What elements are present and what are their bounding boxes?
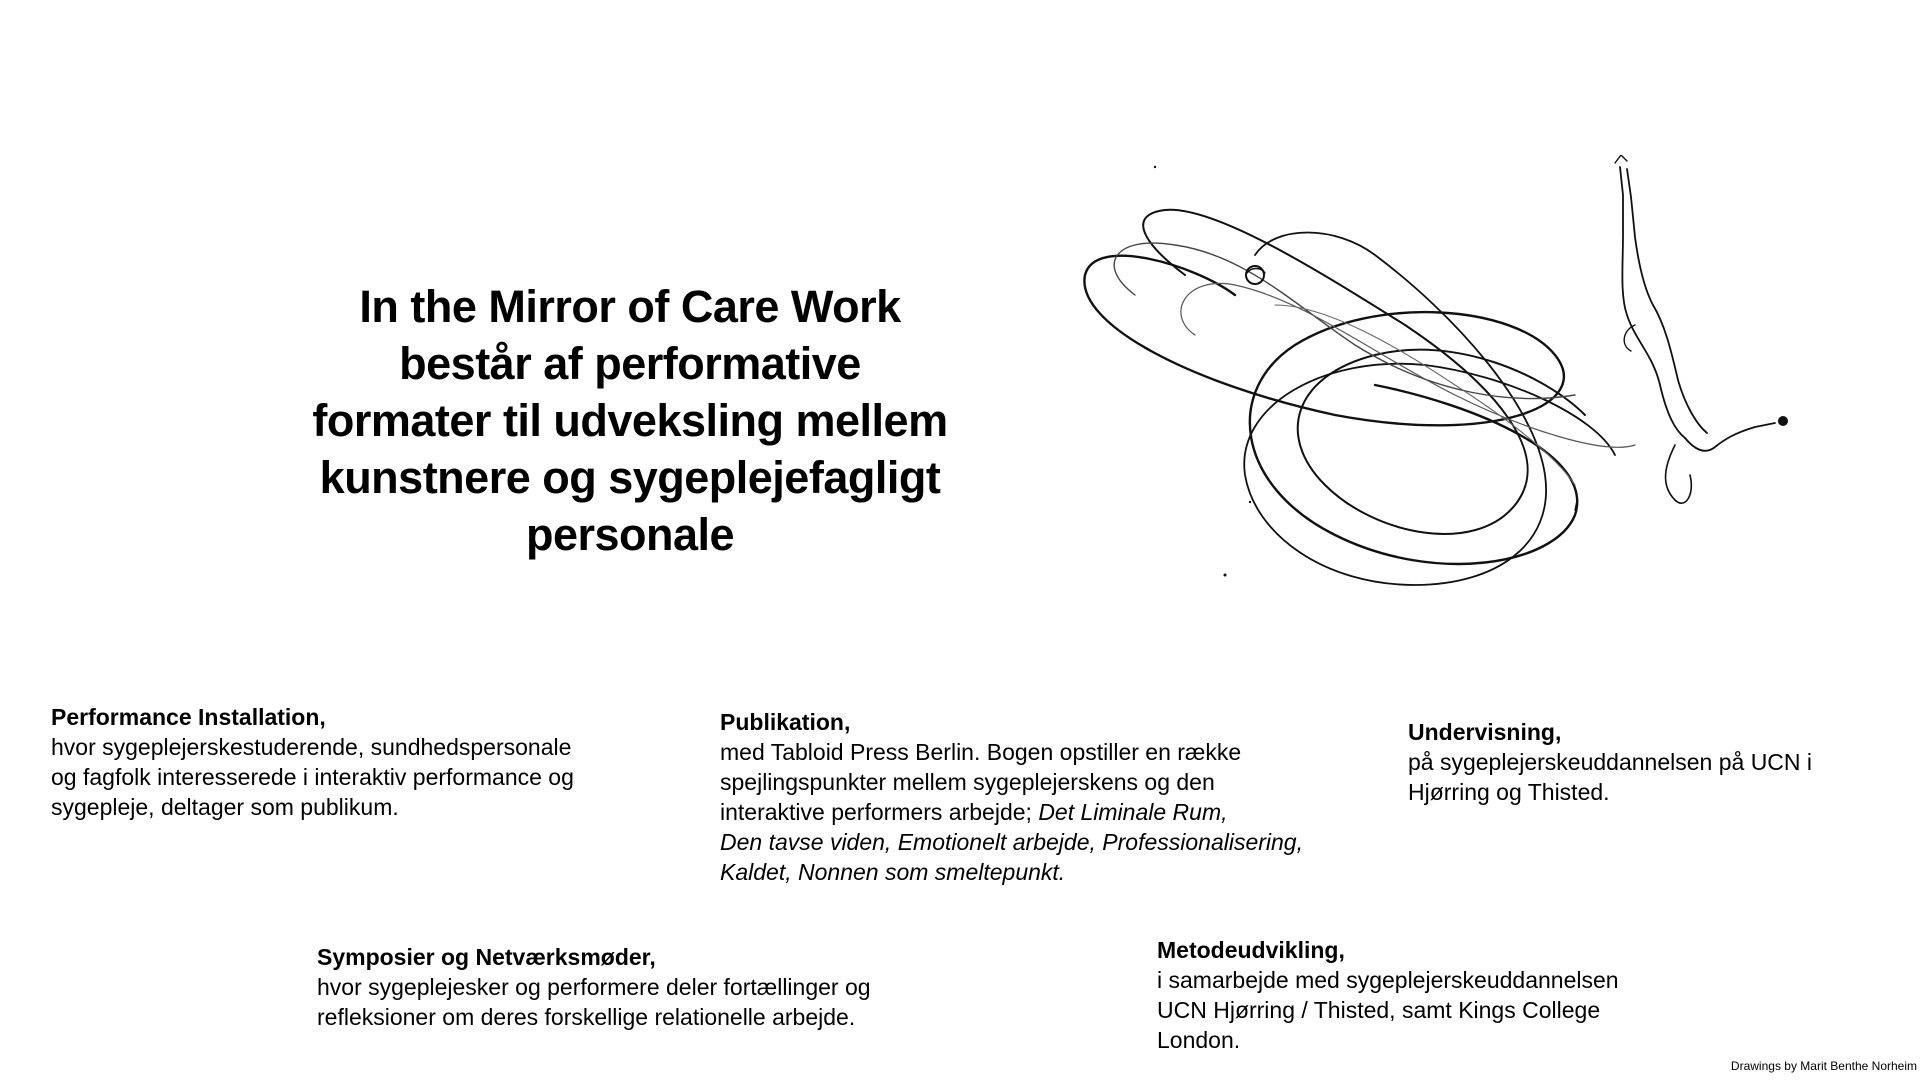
title-line: personale [525,509,735,560]
section-text: med Tabloid Press Berlin. Bogen opstiller en række [720,739,1242,765]
section-heading: Metodeudvikling, [1157,937,1345,963]
section-text-mixed [720,797,1303,827]
section-text: hvor sygeplejerskestuderende, sundhedspersonale [51,734,572,760]
section-text: og fagfolk interesserede i interaktiv performance og [51,764,574,790]
section-text: i samarbejde med sygeplejerskeuddannelsen [1157,967,1619,993]
section-heading: Symposier og Netværksmøder, [317,944,656,970]
section-text: Hjørring og Thisted. [1408,779,1610,805]
section-text-italic: Den tavse viden, Emotionelt arbejde, Professionalisering, [720,829,1303,855]
title-line: består af performative [399,338,861,389]
section-text: sygepleje, deltager som publikum. [51,794,399,820]
page-title [260,278,1000,563]
title-line: In the Mirror of Care Work [359,281,901,332]
section-text: hvor sygeplejesker og performere deler fortællinger og [317,974,871,1000]
title-line: formater til udveksling mellem [312,395,948,446]
title-line: kunstnere og sygeplejefagligt [319,452,941,503]
section-text: London. [1157,1027,1241,1053]
section-undervisning [1408,717,1812,807]
section-performance [51,702,574,822]
section-text: spejlingspunkter mellem sygeplejerskens og den [720,769,1215,795]
section-heading: Performance Installation, [51,704,326,730]
line-drawing-spiral-figure-icon [1075,155,1795,605]
section-heading: Publikation, [720,709,851,735]
drawing-credit: Drawings by Marit Benthe Norheim [1730,1059,1917,1073]
section-text: UCN Hjørring / Thisted, samt Kings College [1157,997,1601,1023]
section-symposier [317,942,871,1032]
section-text: på sygeplejerskeuddannelsen på UCN i [1408,749,1813,775]
section-text-italic: Det Liminale Rum, [1038,799,1228,825]
section-text: refleksioner om deres forskellige relationelle arbejde. [317,1004,856,1030]
section-heading: Undervisning, [1408,719,1562,745]
section-text-italic: Kaldet, Nonnen som smeltepunkt. [720,859,1066,885]
section-metodeudvikling [1157,935,1619,1055]
section-publikation [720,707,1303,887]
section-text: interaktive performers arbejde; [720,799,1039,825]
